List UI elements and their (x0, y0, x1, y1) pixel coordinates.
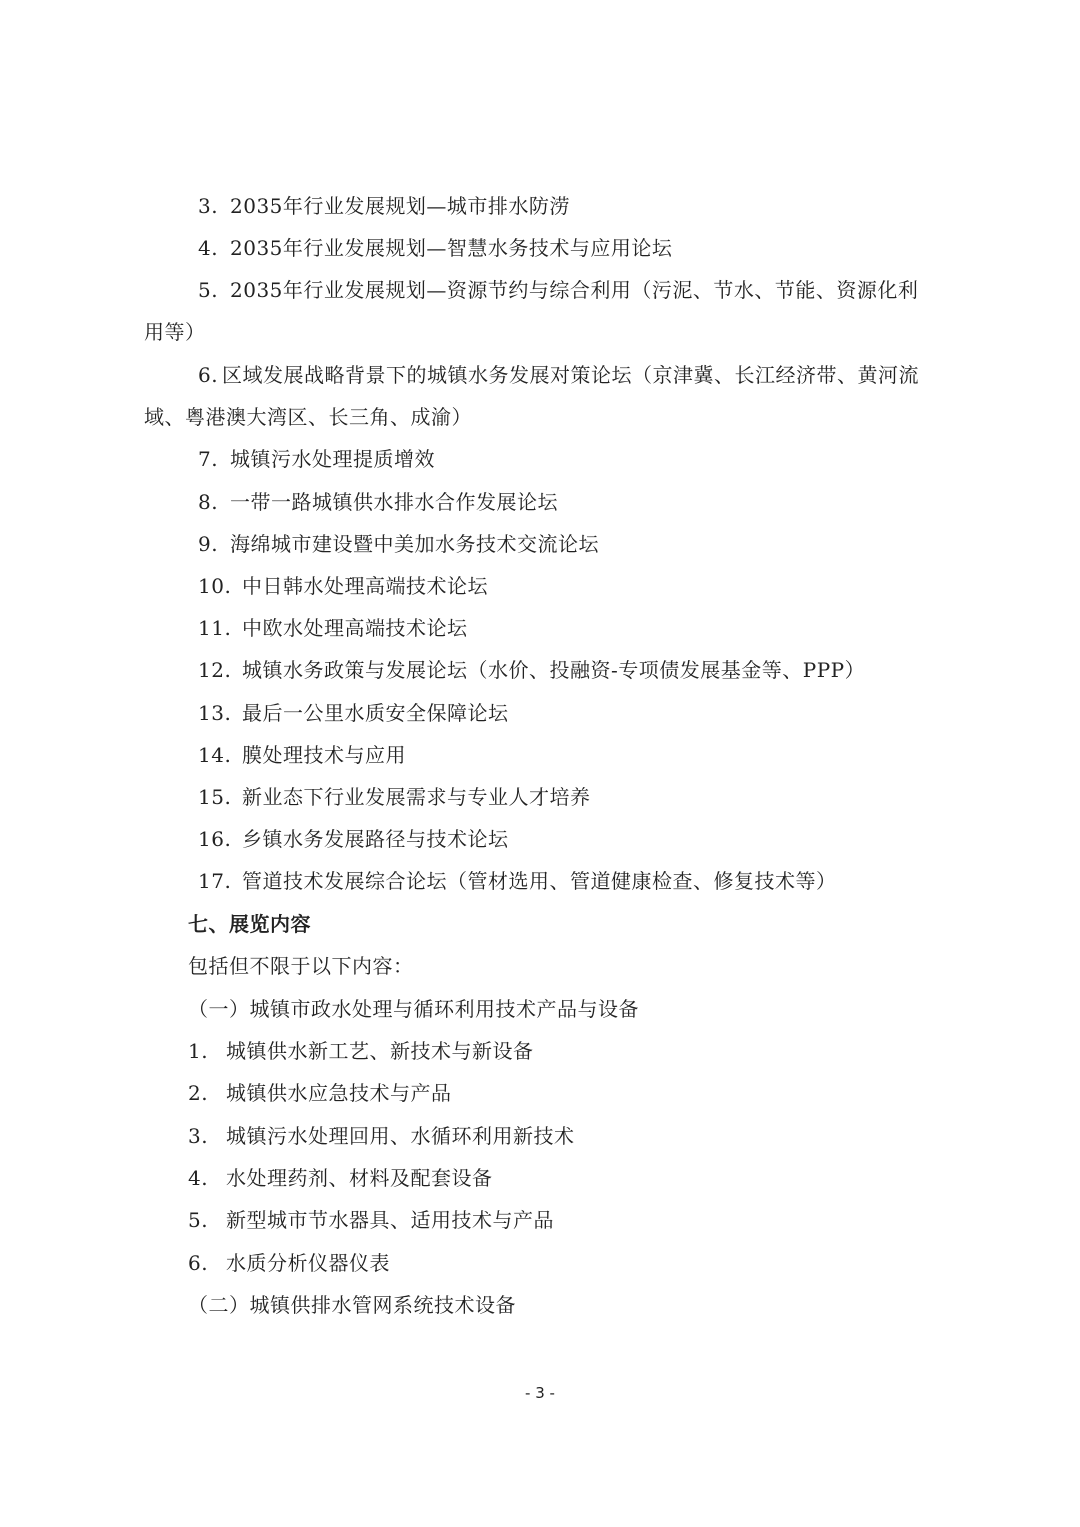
forum-item (198, 530, 599, 558)
item-number: 2. (188, 1081, 209, 1105)
subsection-title: （二）城镇供排水管网系统技术设备 (188, 1293, 516, 1317)
item-text: 城镇供水新工艺、新技术与新设备 (226, 1039, 534, 1063)
item-number: 9. (198, 532, 219, 556)
item-number: 3. (188, 1124, 209, 1148)
item-number: 12. (198, 658, 232, 682)
item-number: 6. (188, 1251, 209, 1275)
item-text: 一带一路城镇供水排水合作发展论坛 (230, 490, 558, 514)
item-number: 15. (198, 785, 232, 809)
item-text: 新业态下行业发展需求与专业人才培养 (242, 785, 591, 809)
item-text: 城镇污水处理提质增效 (230, 447, 435, 471)
section-heading: 七、展览内容 (188, 912, 311, 936)
forum-item (198, 276, 918, 304)
item-text: 区域发展战略背景下的城镇水务发展对策论坛（京津冀、长江经济带、黄河流 (222, 363, 919, 387)
item-text: 2035年行业发展规划—智慧水务技术与应用论坛 (230, 236, 673, 260)
item-text: 管道技术发展综合论坛（管材选用、管道健康检查、修复技术等） (242, 869, 837, 893)
item-text: 2035年行业发展规划—城市排水防涝 (230, 194, 570, 218)
forum-item (198, 614, 468, 642)
item-text: 水质分析仪器仪表 (226, 1251, 390, 1275)
item-text: 膜处理技术与应用 (242, 743, 406, 767)
item-text: 海绵城市建设暨中美加水务技术交流论坛 (230, 532, 599, 556)
forum-item (198, 572, 488, 600)
exhibit-item (188, 1249, 390, 1277)
page-number: - 3 - (525, 1384, 555, 1402)
item-number: 7. (198, 447, 219, 471)
item-number: 5. (188, 1208, 209, 1232)
exhibit-item (188, 1206, 554, 1234)
item-number: 17. (198, 869, 232, 893)
item-number: 13. (198, 701, 232, 725)
forum-item (198, 825, 509, 853)
item-text: 中日韩水处理高端技术论坛 (242, 574, 488, 598)
item-text: 新型城市节水器具、适用技术与产品 (226, 1208, 554, 1232)
item-number: 14. (198, 743, 232, 767)
exhibit-item (188, 1079, 452, 1107)
forum-item (198, 783, 591, 811)
forum-item (198, 488, 558, 516)
forum-item (198, 867, 837, 895)
item-text: 中欧水处理高端技术论坛 (242, 616, 468, 640)
item-number: 1. (188, 1039, 209, 1063)
item-text: 乡镇水务发展路径与技术论坛 (242, 827, 509, 851)
exhibit-item (188, 1037, 534, 1065)
forum-item-continuation: 域、粤港澳大湾区、长三角、成渝） (144, 405, 472, 429)
item-number: 5. (198, 278, 219, 302)
item-text: 城镇水务政策与发展论坛（水价、投融资-专项债发展基金等、PPP） (242, 658, 866, 682)
item-text: 城镇供水应急技术与产品 (226, 1081, 452, 1105)
intro-text: 包括但不限于以下内容： (188, 954, 414, 978)
forum-item (198, 234, 672, 262)
item-text: 水处理药剂、材料及配套设备 (226, 1166, 493, 1190)
item-number: 4. (198, 236, 219, 260)
forum-item (198, 445, 435, 473)
subsection-title: （一）城镇市政水处理与循环利用技术产品与设备 (188, 997, 639, 1021)
forum-item (198, 192, 570, 220)
forum-item (198, 656, 865, 684)
item-number: 10. (198, 574, 232, 598)
forum-item (198, 699, 509, 727)
forum-item-continuation: 用等） (144, 320, 206, 344)
forum-item (198, 361, 919, 389)
item-text: 城镇污水处理回用、水循环利用新技术 (226, 1124, 575, 1148)
item-number: 3. (198, 194, 219, 218)
item-number: 16. (198, 827, 232, 851)
item-text: 最后一公里水质安全保障论坛 (242, 701, 509, 725)
exhibit-item (188, 1164, 493, 1192)
item-number: 6. (198, 363, 219, 387)
forum-item (198, 741, 406, 769)
item-number: 8. (198, 490, 219, 514)
exhibit-item (188, 1122, 575, 1150)
item-text: 2035年行业发展规划—资源节约与综合利用（污泥、节水、节能、资源化利 (230, 278, 919, 302)
item-number: 11. (198, 616, 232, 640)
item-number: 4. (188, 1166, 209, 1190)
